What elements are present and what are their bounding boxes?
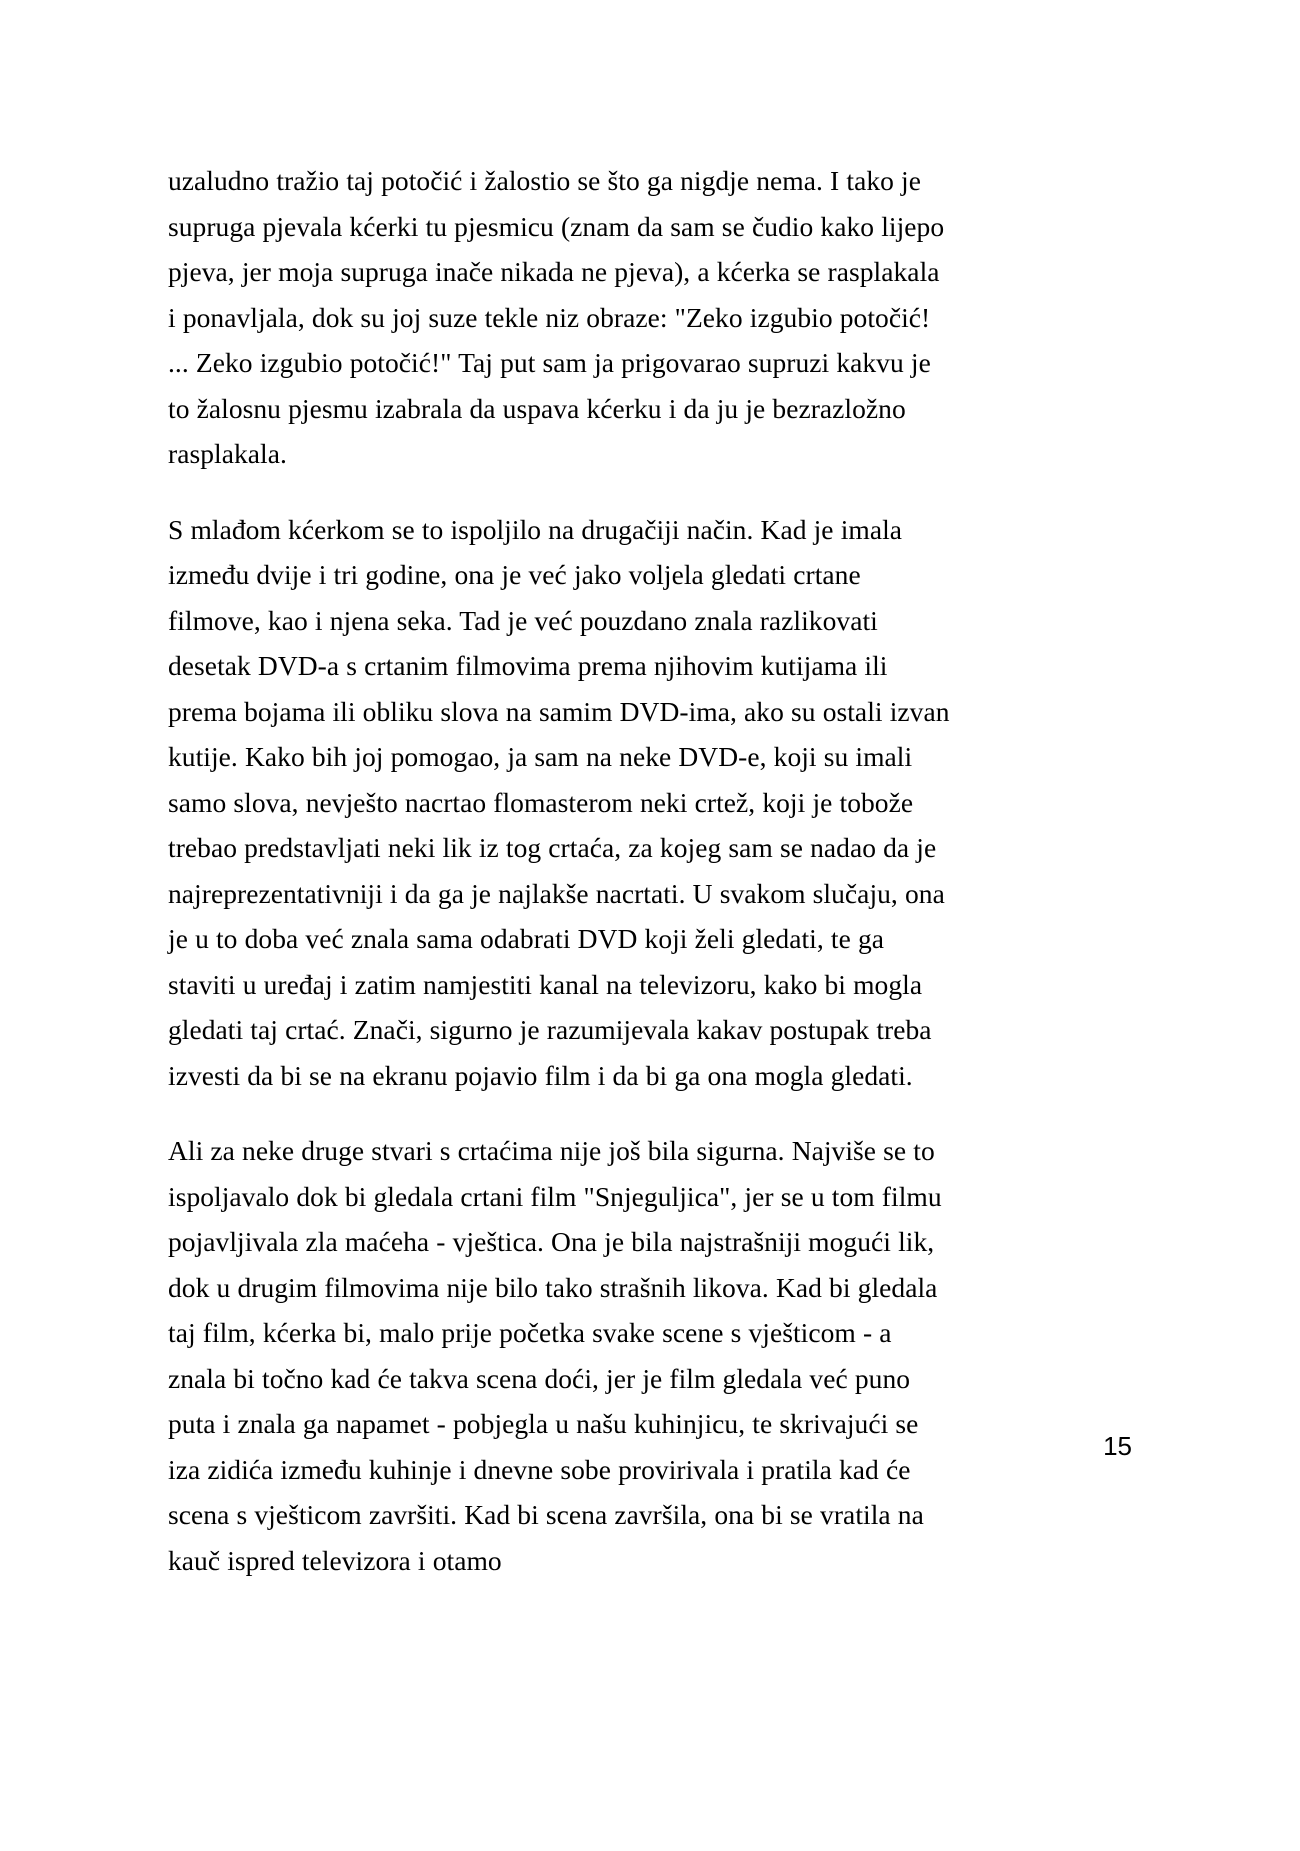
- page-number: 15: [1103, 1431, 1132, 1461]
- body-paragraph-3: Ali za neke druge stvari s crtaćima nije još bila sigurna. Najviše se to ispoljavalo dok bi gledala crtani film "Snjeguljica", jer se u tom filmu pojavljivala zla maćeha - vještica. Ona je bila najstrašniji mogući lik, dok u drugim filmovima nije bilo tako strašnih likova. Kad bi gledala taj film, kćerka bi, malo prije početka svake scene s vješticom - a znala bi točno kad će takva scena doći, jer je film gledala već puno puta i znala ga napamet - pobjegla u našu kuhinjicu, te skrivajući se iza zidića između kuhinje i dnevne sobe provirivala i pratila kad će scena s vješticom završiti. Kad bi scena završila, ona bi se vratila na kauč ispred televizora i otamo: [168, 1135, 942, 1576]
- body-text-column: [168, 158, 952, 1583]
- body-paragraph-1: uzaludno tražio taj potočić i žalostio se što ga nigdje nema. I tako je supruga pjevala kćerki tu pjesmicu (znam da sam se čudio kako lijepo pjeva, jer moja supruga inače nikada ne pjeva), a kćerka se rasplakala i ponavljala, dok su joj suze tekle niz obraze: "Zeko izgubio potočić! ... Zeko izgubio potočić!" Taj put sam ja prigovarao supruzi kakvu je to žalosnu pjesmu izabrala da uspava kćerku i da ju je bezrazložno rasplakala.: [168, 165, 945, 469]
- body-paragraph-2: S mlađom kćerkom se to ispoljilo na drugačiji način. Kad je imala između dvije i tri godine, ona je već jako voljela gledati crtane filmove, kao i njena seka. Tad je već pouzdano znala razlikovati desetak DVD-a s crtanim filmovima prema njihovim kutijama ili prema bojama ili obliku slova na samim DVD-ima, ako su ostali izvan kutije. Kako bih joj pomogao, ja sam na neke DVD-e, koji su imali samo slova, nevješto nacrtao flomasterom neki crtež, koji je tobože trebao predstavljati neki lik iz tog crtaća, za kojeg sam se nadao da je najreprezentativniji i da ga je najlakše nacrtati. U svakom slučaju, ona je u to doba već znala sama odabrati DVD koji želi gledati, te ga staviti u uređaj i zatim namjestiti kanal na televizoru, kako bi mogla gledati taj crtać. Znači, sigurno je razumijevala kakav postupak treba izvesti da bi se na ekranu pojavio film i da bi ga ona mogla gledati.: [168, 513, 950, 1091]
